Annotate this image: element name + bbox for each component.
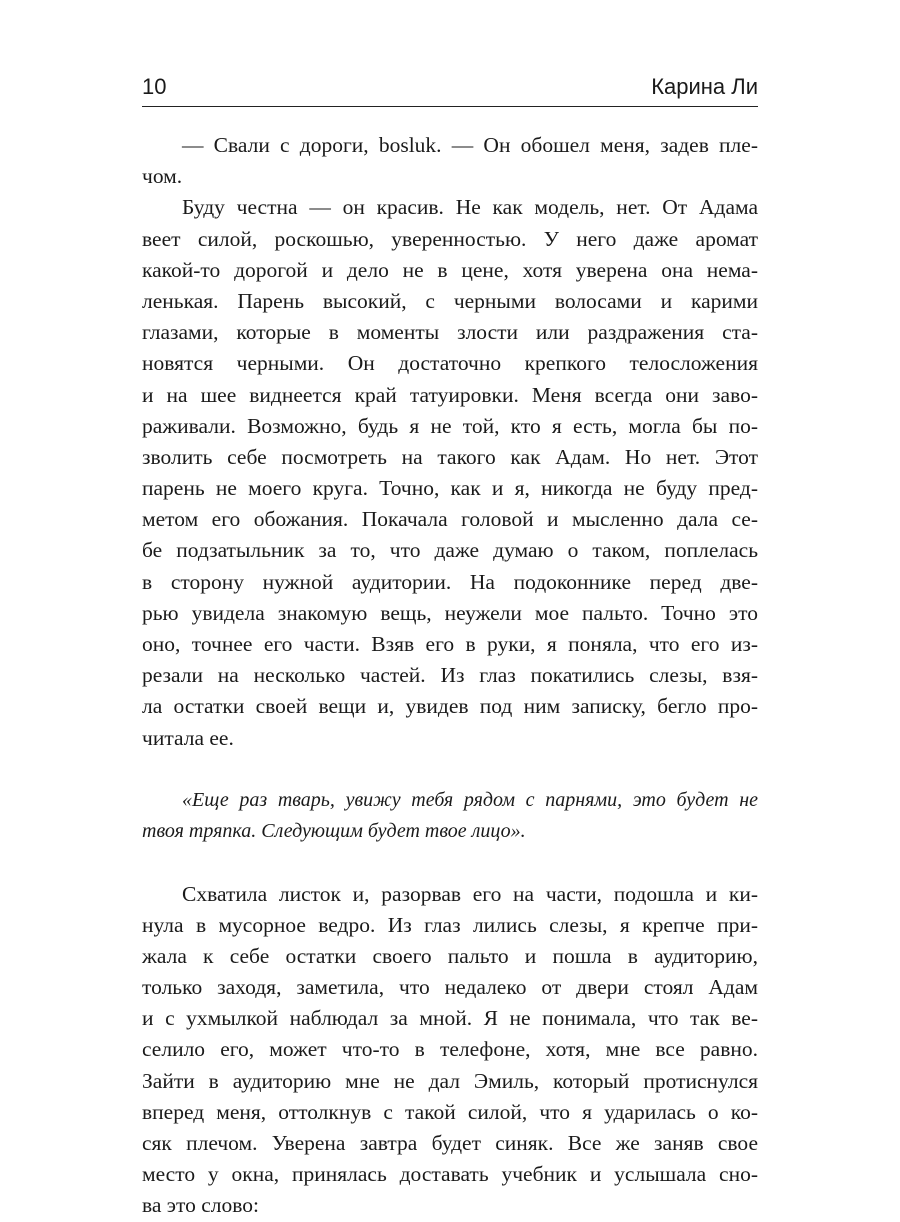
page-number: 10 [142,74,167,99]
running-head-author: Карина Ли [651,74,758,99]
text-line: и с ухмылкой наблюдал за мной. Я не понимала, что так ве- [142,1006,758,1031]
text-line: Зайти в аудиторию мне не дал Эмиль, который протиснулся [142,1068,758,1093]
paragraph-dialogue [142,130,758,192]
page-body [142,130,758,1222]
text-line: резали на несколько частей. Из глаз покатились слезы, взя- [142,663,758,688]
text-line: метом его обожания. Покачала головой и мысленно дала се- [142,507,758,532]
paragraph-spacer [142,847,758,878]
text-line: бе подзатыльник за то, что даже думаю о таком, поплелась [142,538,758,563]
text-line: ленькая. Парень высокий, с черными волосами и карими [142,288,758,313]
text-line: чом. [142,164,183,189]
text-line: ва это слово: [142,1193,260,1218]
text-line: раживали. Возможно, будь я не той, кто я есть, могла бы по- [142,413,758,438]
text-line: парень не моего круга. Точно, как и я, никогда не буду пред- [142,476,758,501]
paragraph-spacer [142,754,758,785]
note-quote [142,785,758,847]
text-line: читала ее. [142,725,234,750]
text-line: и на шее виднеется край татуировки. Меня всегда они заво- [142,382,758,407]
quote-line: твоя тряпка. Следующим будет твое лицо». [142,820,526,843]
paragraph [142,879,758,1222]
text-line: рью увидела знакомую вещь, неужели мое пальто. Точно это [142,600,758,625]
text-line: только заходя, заметила, что недалеко от двери стоял Адам [142,975,758,1000]
text-line: вперед меня, оттолкнув с такой силой, что я ударилась о ко- [142,1099,758,1124]
text-line: оно, точнее его части. Взяв его в руки, я поняла, что его из- [142,632,758,656]
text-line: в сторону нужной аудитории. На подоконнике перед две- [142,569,758,594]
paragraph [142,192,758,753]
text-line: глазами, которые в моменты злости или раздражения ста- [142,320,758,345]
text-line: Буду честна — он красив. Не как модель, нет. От Адама [182,195,758,220]
text-line: нула в мусорное ведро. Из глаз лились слезы, я крепче при- [142,912,758,937]
text-line: какой-то дорогой и дело не в цене, хотя уверена она нема- [142,257,758,282]
text-line: сяк плечом. Уверена завтра будет синяк. Все же заняв свое [142,1131,758,1155]
text-line: веет силой, роскошью, уверенностью. У него даже аромат [142,226,758,251]
text-line: место у окна, принялась доставать учебник и услышала сно- [142,1162,758,1187]
quote-line: «Еще раз тварь, увижу тебя рядом с парнями, это будет не [182,788,758,811]
text-line: новятся черными. Он достаточно крепкого телосложения [142,351,758,376]
running-header [142,72,758,107]
text-line: селило его, может что-то в телефоне, хотя, мне все равно. [142,1037,758,1062]
text-line: зволить себе посмотреть на такого как Адам. Но нет. Этот [142,444,758,469]
text-line: Схватила листок и, разорвав его на части, подошла и ки- [182,881,758,906]
text-line: жала к себе остатки своего пальто и пошла в аудиторию, [142,943,758,968]
text-line: — Свали с дороги, bosluk. — Он обошел меня, задев пле- [182,133,758,157]
text-line: ла остатки своей вещи и, увидев под ним записку, бегло про- [142,694,758,719]
